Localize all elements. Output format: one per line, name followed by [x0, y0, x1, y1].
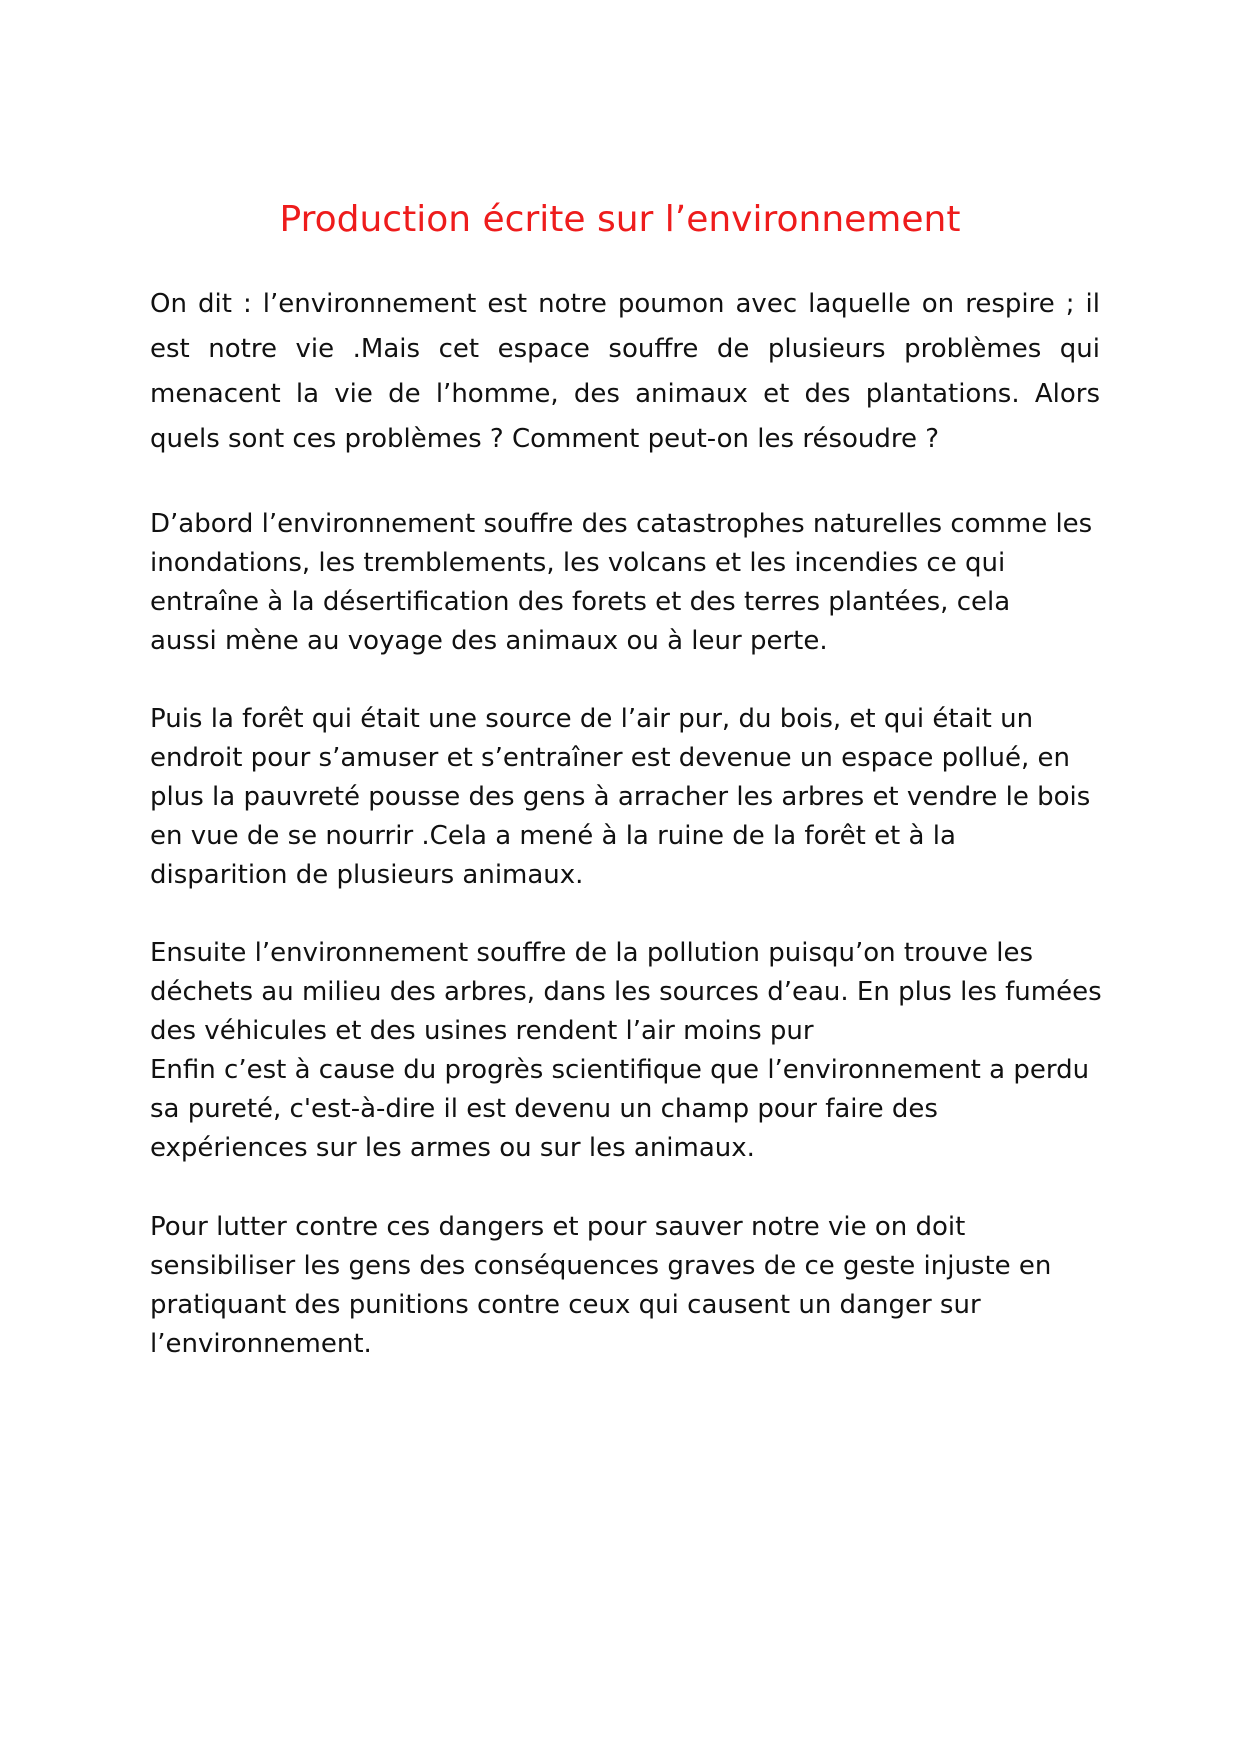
paragraph-pollution [150, 934, 1110, 1168]
text-line: est notre vie .Mais cet espace souffre de plusieurs problèmes qui [150, 334, 1100, 364]
text-line: Puis la forêt qui était une source de l’air pur, du bois, et qui était un [150, 704, 1034, 734]
text-line: Enfin c’est à cause du progrès scientifique que l’environnement a perdu [150, 1055, 1090, 1085]
intro-paragraph [150, 282, 1100, 462]
paragraph-natural-disasters [150, 505, 1110, 661]
text-line: déchets au milieu des arbres, dans les sources d’eau. En plus les fumées [150, 977, 1102, 1007]
text-line: D’abord l’environnement souffre des catastrophes naturelles comme les [150, 509, 1093, 539]
text-line: expériences sur les armes ou sur les animaux. [150, 1133, 755, 1163]
text-line: endroit pour s’amuser et s’entraîner est devenue un espace pollué, en [150, 743, 1070, 773]
text-line: pratiquant des punitions contre ceux qui causent un danger sur [150, 1290, 981, 1320]
text-line: aussi mène au voyage des animaux ou à leur perte. [150, 626, 828, 656]
text-line: sa pureté, c'est-à-dire il est devenu un champ pour faire des [150, 1094, 938, 1124]
text-line: menacent la vie de l’homme, des animaux et des plantations. Alors [150, 379, 1100, 409]
paragraph-solutions [150, 1208, 1110, 1364]
text-line: des véhicules et des usines rendent l’air moins pur [150, 1016, 814, 1046]
document-title: Production écrite sur l’environnement [279, 199, 961, 240]
text-line: quels sont ces problèmes ? Comment peut-on les résoudre ? [150, 424, 940, 454]
text-line: sensibiliser les gens des conséquences graves de ce geste injuste en [150, 1251, 1052, 1281]
text-line: entraîne à la désertification des forets et des terres plantées, cela [150, 587, 1011, 617]
text-line: l’environnement. [150, 1329, 372, 1359]
text-line: en vue de se nourrir .Cela a mené à la ruine de la forêt et à la [150, 821, 956, 851]
text-line: Pour lutter contre ces dangers et pour sauver notre vie on doit [150, 1212, 966, 1242]
text-line: plus la pauvreté pousse des gens à arracher les arbres et vendre le bois [150, 782, 1091, 812]
text-line: Ensuite l’environnement souffre de la pollution puisqu’on trouve les [150, 938, 1033, 968]
text-line: inondations, les tremblements, les volcans et les incendies ce qui [150, 548, 1006, 578]
text-line: On dit : l’environnement est notre poumon avec laquelle on respire ; il [150, 289, 1100, 319]
text-line: disparition de plusieurs animaux. [150, 860, 584, 890]
paragraph-forest [150, 700, 1110, 895]
